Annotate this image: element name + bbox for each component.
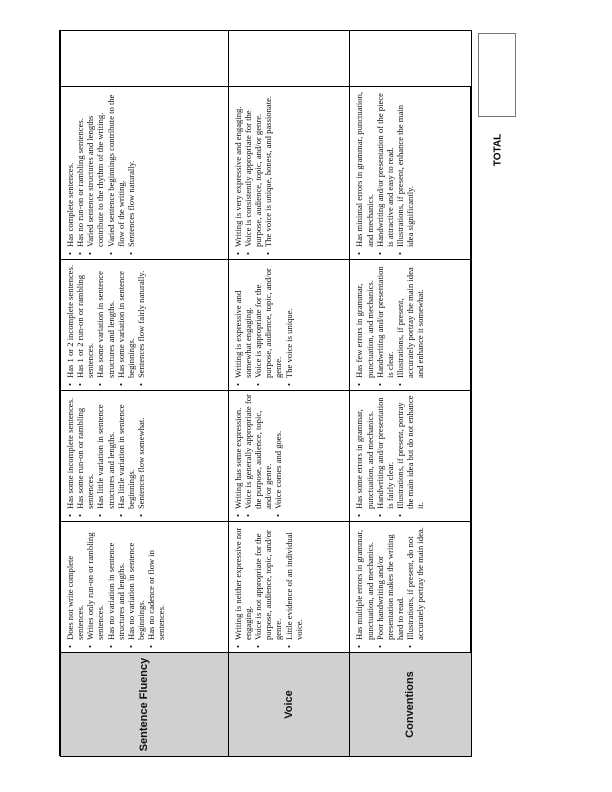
criteria-list [354,525,425,649]
rubric-body [61,31,472,757]
criteria-item: • Has some run-on or rambling sentences. [75,394,95,509]
criteria-item: • Has multiple errors in grammar, punctuation, and mechanics. [354,525,374,640]
criteria-list [65,525,166,649]
rubric-cell [350,522,472,653]
criteria-list [354,263,425,387]
rubric-cell [228,522,350,653]
criteria-item: • Has some errors in grammar, punctuation, and mechanics. [354,394,374,509]
criteria-item: • Has some variation in sentence beginnings. [116,263,136,378]
criteria-item: • Illustrations, if present, accurately portray the main idea and enhance it somewhat. [395,263,425,378]
rubric-table-frame [59,30,471,756]
criteria-item: • Poor handwriting and/or presentation makes the writing hard to read. [375,525,405,640]
total-label [478,120,518,180]
criteria-item: • Sentences flow naturally. [126,90,136,247]
rubric-cell [350,391,472,522]
criteria-list [354,394,425,518]
criteria-item: • Little evidence of an individual voice. [284,525,304,640]
criteria-list [233,90,274,256]
rubric-cell [228,391,350,522]
criteria-item: • Has little variation in sentence structures and lengths. [95,394,115,509]
criteria-item: • Has little variation in sentence beginnings. [116,394,136,509]
rubric-cell [350,87,472,260]
trait-label: Conventions [350,653,472,757]
criteria-list [233,394,284,518]
criteria-item: • Voice comes and goes. [273,394,283,509]
criteria-list [233,525,304,649]
criteria-item: • Illustrations, if present, portray the main idea but do not enhance it. [395,394,425,509]
criteria-list [65,394,146,518]
criteria-item: • Writing is very expressive and engaging. [233,90,243,247]
criteria-item: • Has no variation in sentence structures and lengths. [106,525,126,640]
criteria-item: • Sentences flow somewhat. [136,394,146,509]
criteria-item: • Has some variation in sentence structures and lengths. [95,263,115,378]
rubric-rotated-container [60,31,472,757]
criteria-item: • Voice is appropriate for the purpose, audience, topic, and/or genre. [253,263,283,378]
criteria-item: • Varied sentence beginnings contribute to the flow of the writing. [106,90,126,247]
criteria-item: • Writing has some expression. [233,394,243,509]
rubric-cell [228,260,350,391]
criteria-list [65,90,136,256]
criteria-item: • The voice is unique. [284,263,294,378]
criteria-item: • Has 1 or 2 incomplete sentences. [65,263,75,378]
criteria-item: • Illustrations, if present, do not accurately portray the main idea. [405,525,425,640]
rubric-cell [61,391,229,522]
criteria-item: • Has complete sentences. [65,90,75,247]
rubric-cell [61,260,229,391]
score-cell[interactable] [61,31,229,87]
criteria-item: • Has 1 or 2 run-on or rambling sentences. [75,263,95,378]
trait-label: Sentence Fluency [61,653,229,757]
total-label-text: TOTAL [492,133,504,167]
criteria-item: • Has no variation in sentence beginnings. [126,525,146,640]
rubric-cell [228,87,350,260]
criteria-item: • Voice is generally appropriate for the purpose, audience, topic, and/or genre. [243,394,273,509]
criteria-item: • Illustrations, if present, enhance the main idea significantly. [395,90,415,247]
criteria-item: • Writing is expressive and somewhat engaging. [233,263,253,378]
criteria-item: • Sentences flow fairly naturally. [136,263,146,378]
criteria-item: • Writing is neither expressive nor engaging. [233,525,253,640]
criteria-item: • Handwriting and/or presentation of the piece is attractive and easy to read. [375,90,395,247]
criteria-item: • Has no run-on or rambling sentences. [75,90,85,247]
score-cell[interactable] [228,31,350,87]
criteria-item: • The voice is unique, honest, and passionate. [263,90,273,247]
rubric-row [228,31,350,757]
criteria-list [354,90,415,256]
criteria-list [233,263,294,387]
rubric-cell [61,522,229,653]
total-score-box[interactable] [478,33,516,117]
criteria-item: • Handwriting and/or presentation is fairly clear. [375,394,395,509]
rubric-cell [61,87,229,260]
criteria-item: • Writes only run-on or rambling sentences. [85,525,105,640]
criteria-item: • Has few errors in grammar, punctuation, and mechanics. [354,263,374,378]
criteria-item: • Varied sentence structures and lengths contribute to the rhythm of the writing. [85,90,105,247]
rubric-row [350,31,472,757]
score-cell[interactable] [350,31,472,87]
trait-label: Voice [228,653,350,757]
criteria-item: • Handwriting and/or presentation is clear. [375,263,395,378]
rubric-cell [350,260,472,391]
criteria-list [65,263,146,387]
criteria-item: • Has minimal errors in grammar, punctuation, and mechanics. [354,90,374,247]
criteria-item: • Has some incomplete sentences. [65,394,75,509]
criteria-item: • Has no cadence or flow in sentences. [146,525,166,640]
criteria-item: • Voice is consistently appropriate for the purpose, audience, topic, and/or genre. [243,90,263,247]
rubric-table [60,30,472,757]
rubric-row [61,31,229,757]
criteria-item: • Does not write complete sentences. [65,525,85,640]
criteria-item: • Voice is not appropriate for the purpose, audience, topic, and/or genre. [253,525,283,640]
